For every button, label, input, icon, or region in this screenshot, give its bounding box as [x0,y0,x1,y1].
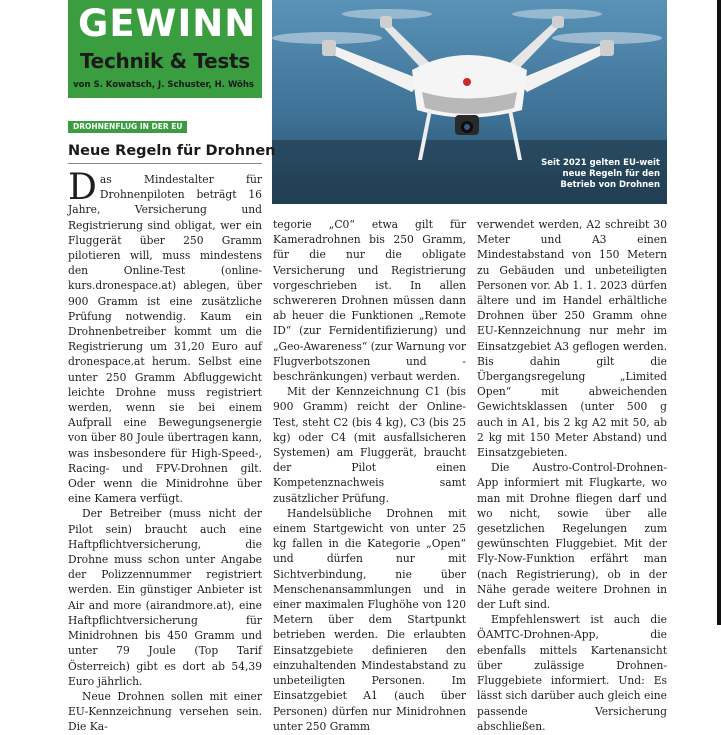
paragraph: verwendet werden, A2 schreibt 30 Meter und A3 einen Mindestabstand von 150 Metern zu Gebäuden und unbeteiligten Personen vor. Ab 1. 1. 2023 dürfen ältere und im Handel erhältliche Drohnen über 250 Gramm ohne EU-Kennzeichnung nur mehr im Einsatzgebiet A3 geflogen werden. Bis dahin gilt die Übergangsregelung „Limited Open“ mit abweichenden Gewichtsklassen (unter 500 g auch in A1, bis 2 kg A2 mit 50, ab 2 kg mit 150 Meter Abstand) und Einsatzgebieten. [477,218,667,460]
kicker-label: DROHNENFLUG IN DER EU [68,121,187,133]
column-2 [273,217,466,734]
section-header [68,0,262,98]
paragraph: Empfehlenswert ist auch die ÖAMTC-Drohnen-App, die ebenfalls mittels Kartenansicht über zulässige Drohnen-Fluggebiete informiert. Und: Es lässt sich darüber auch gleich eine passende Versicherung abschließen. [477,613,667,733]
section-title: Technik & Tests [80,49,250,73]
column-1 [68,167,262,735]
paragraph: Die Austro-Control-Drohnen-App informiert mit Flugkarte, wo man mit Drohne fliegen darf und wo nicht, sowie über alle gesetzlichen Regelungen zum gewünschten Fluggebiet. Mit der Fly-Now-Funktion erfährt man (nach Registrierung), ob in der Nähe gerade weitere Drohnen in der Luft sind. [477,461,667,612]
article-headline: Neue Regeln für Drohnen [68,143,276,159]
divider [68,163,262,164]
paragraph: tegorie „C0“ etwa gilt für Kameradrohnen bis 250 Gramm, für die nur die obligate Versicherung und Registrierung vorgeschrieben ist. In allen schwereren Drohnen müssen dann ab heuer die Funktionen „Remote ID“ (zur Fernidentifizierung) und „Geo-Awareness“ (zur Warnung vor Flugverbotszonen und -beschränkungen) verbaut werden. [273,218,466,384]
drop-cap: D [68,167,97,208]
page-edge [717,0,721,625]
magazine-title: GEWINN [78,2,257,45]
paragraph: Mit der Kennzeichnung C1 (bis 900 Gramm) reicht der Online-Test, steht C2 (bis 4 kg), C3 (bis 25 kg) oder C4 (mit ausfallsicheren Systemen) am Fluggerät, braucht der Pilot einen Kompetenznachweis samt zusätzlicher Prüfung. [273,385,466,505]
paragraph: Neue Drohnen sollen mit einer EU-Kennzeichnung versehen sein. Die Ka- [68,689,262,734]
paragraph: Handelsübliche Drohnen mit einem Startgewicht von unter 25 kg fallen in die Kategorie „Open“ und dürfen nur mit Sichtverbindung, nie über Menschenansammlungen und in einer maximalen Flughöhe von 120 Metern über dem Startpunkt betrieben werden. Die erlaubten Einsatzgebiete definieren den einzuhaltenden Mindestabstand zu unbeteiligten Personen. Im Einsatzgebiet A1 (auch über Personen) dürfen nur Minidrohnen unter 250 Gramm [273,506,466,733]
byline: von S. Kowatsch, J. Schuster, H. Wöhs [73,80,254,90]
paragraph: Der Betreiber (muss nicht der Pilot sein) braucht auch eine Haftpflichtversicherung, die Drohne muss schon unter Angabe der Polizzennummer registriert werden. Ein günstiger Anbieter ist Air and more (airandmore.at), eine Haftpflichtversicherung für Minidrohnen bis 450 Gramm und unter 79 Joule (Top Tarif Österreich) gibt es dort ab 54,39 Euro jährlich. [68,507,262,688]
column-3 [477,217,667,734]
paragraph: Das Mindestalter für Drohnenpiloten beträgt 16 Jahre, Versicherung und Registrierung sind obligat, wer ein Fluggerät über 250 Gramm pilotieren will, muss mindestens den Online-Test (online-kurs.dronespace.at) ablegen, über 900 Gramm ist eine zusätzliche Prüfung notwendig. Kaum ein Drohnenbetreiber kommt um die Registrierung um 31,20 Euro auf dronespace.at herum. Selbst eine unter 250 Gramm Abfluggewicht leichte Drohne muss registriert werden, wenn sie bei einem Aufprall eine Bewegungsenergie von über 80 Joule übertragen kann, was insbesondere für High-Speed-, Racing- und FPV-Drohnen gilt. Oder wenn die Minidrohne über eine Kamera verfügt. [68,167,262,506]
photo-caption: Seit 2021 gelten EU-weit neue Regeln für den Betrieb von Drohnen [541,158,660,190]
